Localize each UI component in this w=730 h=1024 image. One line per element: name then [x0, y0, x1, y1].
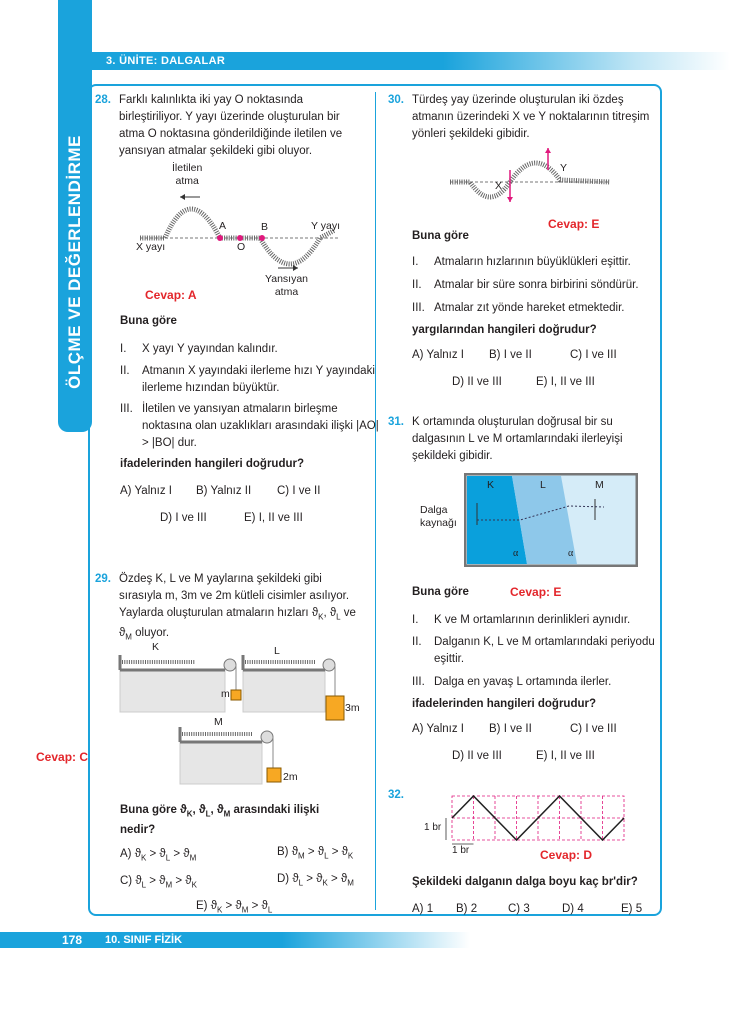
statement-text: X yayı Y yayından kalındır. — [142, 343, 278, 355]
question-text: Özdeş K, L ve M yaylarına şekildeki gibi sırasıyla m, 3m ve 2m kütleli cisimler asılıyor. Yaylarda oluşturulan atmaların hızları $ϑ_K$, $ϑ_L$ ve $ϑ_M$ oluyor. — [119, 573, 356, 642]
option-e[interactable]: E) I, II ve III — [536, 750, 595, 762]
option-d[interactable]: D) II ve III — [452, 750, 502, 762]
spring-m-label: M — [214, 716, 223, 728]
question-prompt: yargılarından hangileri doğrudur? — [412, 324, 597, 336]
point-o-label: O — [237, 241, 246, 253]
angle-alpha-label: α — [513, 548, 519, 559]
option-c[interactable]: C) I ve II — [277, 485, 321, 497]
question-prompt: ifadelerinden hangileri doğrudur? — [120, 458, 305, 470]
statement — [412, 674, 611, 691]
spring-l-label: L — [274, 645, 280, 657]
question-text: Türdeş yay üzerinde oluşturulan iki özdeş atmanın üzerindeki X ve Y noktalarının titreşim yönleri şekildeki gibidir. — [412, 94, 650, 140]
question-prompt: ifadelerinden hangileri doğrudur? — [412, 698, 597, 710]
statement — [412, 300, 624, 317]
option-c[interactable]: C) I ve III — [570, 723, 617, 735]
option-b[interactable]: B) Yalnız II — [196, 485, 252, 497]
point-y-label: Y — [560, 162, 568, 174]
point-x-label: X — [495, 180, 503, 192]
side-tab — [58, 0, 92, 432]
medium-k-label: K — [487, 479, 495, 491]
option-a[interactable]: A) 1 — [412, 903, 434, 915]
statement-number: III. — [412, 302, 425, 314]
statement — [120, 401, 382, 452]
answer-label: Cevap: E — [510, 585, 562, 599]
lead-text: Buna göre — [412, 230, 469, 242]
x-spring-label: X yayı — [136, 241, 166, 253]
spring-k-label: K — [152, 641, 160, 653]
page-footer — [0, 932, 470, 948]
statement-number: II. — [412, 636, 422, 648]
label-iletilen: İletilen — [172, 162, 203, 174]
option-b[interactable]: B) $ϑ_M > ϑ_L > ϑ_K$ — [277, 846, 354, 861]
option-a[interactable]: A) Yalnız I — [412, 723, 464, 735]
question-number: 29. — [95, 573, 111, 585]
lead-text: Buna göre — [120, 315, 177, 327]
statement-number: II. — [412, 279, 422, 291]
wave-source-label: kaynağı — [420, 517, 457, 529]
wave-grid-figure — [440, 792, 630, 852]
statement-number: II. — [120, 365, 130, 377]
answer-label: Cevap: C — [36, 750, 89, 764]
option-c[interactable]: C) 3 — [508, 903, 530, 915]
question-text: Farklı kalınlıkta iki yay O noktasında birleştiriliyor. Y yayı üzerinde oluşturulan bir atma O noktasına gönderildiğinde iletilen ve yansıyan atmalar şekildeki gibi oluyor. — [119, 94, 343, 157]
option-e[interactable]: E) I, II ve III — [244, 512, 303, 524]
question-prompt: Şekildeki dalganın dalga boyu kaç br'dir? — [412, 876, 638, 888]
question-number: 32. — [388, 789, 404, 801]
option-c[interactable]: C) I ve III — [570, 349, 617, 361]
statement-text: Dalganın K, L ve M ortamlarındaki periyodu eşittir. — [434, 636, 655, 665]
column-divider — [375, 92, 376, 910]
option-d[interactable]: D) $ϑ_L > ϑ_K > ϑ_M$ — [277, 873, 354, 888]
option-d[interactable]: D) I ve III — [160, 512, 207, 524]
unit-header — [92, 52, 730, 70]
angle-alpha-label: α — [568, 548, 574, 559]
question-text: K ortamında oluşturulan doğrusal bir su dalgasının L ve M ortamlarındaki ilerleyişi şekildeki gibidir. — [412, 416, 623, 462]
lead-text: Buna göre — [412, 586, 469, 598]
mass-l-label: 3m — [345, 702, 360, 714]
unit-title: 3. ÜNİTE: DALGALAR — [106, 55, 226, 67]
point-a-label: A — [219, 220, 227, 232]
option-a[interactable]: A) Yalnız I — [412, 349, 464, 361]
question-30 — [388, 92, 653, 143]
option-b[interactable]: B) I ve II — [489, 723, 532, 735]
class-label: 10. SINIF FİZİK — [105, 934, 183, 946]
mass-k-label: m — [221, 688, 230, 700]
statement-number: I. — [412, 614, 419, 626]
option-b[interactable]: B) I ve II — [489, 349, 532, 361]
page-number: 178 — [62, 933, 83, 947]
question-number: 30. — [388, 94, 404, 106]
statement-number: I. — [412, 256, 419, 268]
option-e[interactable]: E) I, II ve III — [536, 376, 595, 388]
label-atma: atma — [175, 175, 199, 187]
point-b-label: B — [261, 221, 269, 233]
vertical-unit-label: 1 br — [424, 822, 442, 833]
question-28 — [95, 92, 365, 160]
answer-label: Cevap: D — [540, 848, 593, 862]
statement — [120, 341, 360, 358]
option-a[interactable]: A) $ϑ_K > ϑ_L > ϑ_M$ — [120, 848, 197, 863]
label-atma: atma — [274, 286, 299, 298]
statement — [412, 254, 631, 271]
option-b[interactable]: B) 2 — [456, 903, 478, 915]
question-31 — [388, 414, 653, 465]
springs-masses-figure — [115, 640, 365, 790]
statement-text: Atmaların hızlarının büyüklükleri eşittir. — [434, 256, 631, 268]
mass-m-label: 2m — [283, 771, 298, 783]
option-c[interactable]: C) $ϑ_L > ϑ_M > ϑ_K$ — [120, 875, 197, 890]
statement-number: I. — [120, 343, 127, 355]
statement — [412, 612, 630, 629]
statement-number: III. — [412, 676, 425, 688]
option-a[interactable]: A) Yalnız I — [120, 485, 172, 497]
pulses-figure — [445, 140, 615, 220]
question-prompt: Buna göre $ϑ_K$, $ϑ_L$, $ϑ_M$ arasındaki ilişki nedir? — [120, 804, 320, 837]
horizontal-unit-label: 1 br — [452, 845, 470, 856]
question-number: 28. — [95, 94, 111, 106]
side-tab-label: ÖLÇME VE DEĞERLENDİRME — [65, 135, 84, 389]
statement-text: K ve M ortamlarının derinlikleri aynıdır. — [434, 614, 631, 626]
label-yansiyan: Yansıyan — [265, 273, 308, 285]
medium-l-label: L — [540, 479, 546, 491]
statement — [412, 277, 639, 294]
statement — [120, 363, 382, 397]
spring-pulse-figure — [120, 160, 360, 305]
statement-text: Dalga en yavaş L ortamında ilerler. — [434, 676, 612, 688]
statement-text: Atmanın X yayındaki ilerleme hızı Y yayındaki ilerleme hızından büyüktür. — [142, 365, 375, 394]
statement-text: İletilen ve yansıyan atmaların birleşme noktasına olan uzaklıkları arasındaki ilişki |AO| > |BO| dur. — [142, 403, 379, 449]
answer-label: Cevap: E — [548, 217, 600, 231]
answer-label: Cevap: A — [145, 288, 197, 302]
option-e[interactable]: E) 5 — [621, 903, 643, 915]
y-spring-label: Y yayı — [311, 220, 340, 232]
medium-m-label: M — [595, 479, 604, 491]
wave-source-label: Dalga — [420, 504, 448, 516]
question-29 — [95, 571, 365, 646]
statement-number: III. — [120, 403, 133, 415]
option-d[interactable]: D) II ve III — [452, 376, 502, 388]
statement-text: Atmalar zıt yönde hareket etmektedir. — [434, 302, 625, 314]
option-d[interactable]: D) 4 — [562, 903, 584, 915]
option-e[interactable]: E) $ϑ_K > ϑ_M > ϑ_L$ — [196, 900, 273, 915]
question-number: 31. — [388, 416, 404, 428]
statement — [412, 634, 674, 668]
statement-text: Atmalar bir süre sonra birbirini söndürür. — [434, 279, 639, 291]
